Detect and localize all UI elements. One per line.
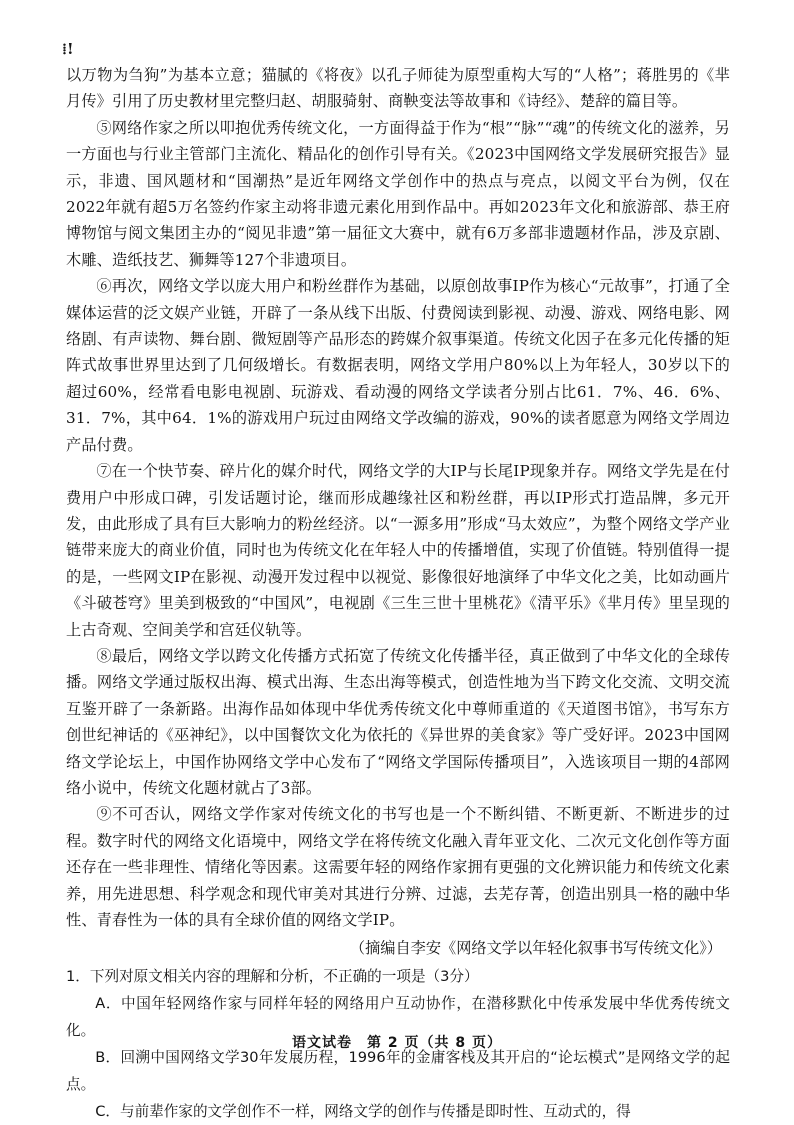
paragraph-6: ⑥再次，网络文学以庞大用户和粉丝群作为基础，以原创故事IP作为核心“元故事”，打通了全媒体运营的泛文娱产业链，开辟了一条从线下出版、付费阅读到影视、动漫、游戏、网络电影、网络剧、有声读物、舞台剧、微短剧等产品形态的跨媒介叙事渠道。传统文化因子在多元化传播的矩阵式故事世界里达到了几何级增长。有数据表明，网络文学用户80%以上为年轻人，30岁以下的超过60%，经常看电影电视剧、玩游戏、看动漫的网络文学读者分别占比61．7%、46．6%、31．7%，其中64．1%的游戏用户玩过由网络文学改编的游戏，90%的读者愿意为网络文学周边产品付费。 [66,277,730,454]
page-footer: 语文试卷 第 2 页（共 8 页） [292,1035,502,1051]
corner-mark: ⁞! [62,40,74,58]
question-1-option-b: B．回溯中国网络文学30年发展历程，1996年的金庸客栈及其开启的“论坛模式”是网络文学的起点。 [66,1049,730,1094]
question-1-stem: 1．下列对原文相关内容的理解和分析，不正确的一项是（3分） [66,967,479,985]
paragraph-9: ⑨不可否认，网络文学作家对传统文化的书写也是一个不断纠错、不断更新、不断进步的过程。数字时代的网络文化语境中，网络文学在将传统文化融入青年亚文化、二次元文化创作等方面还存在一些非理性、情绪化等因素。这需要年轻的网络作家拥有更强的文化辨识能力和传统文化素养，用先进思想、科学观念和现代审美对其进行分辨、过滤，去芜存菁，创造出别具一格的融中华性、青春性为一体的具有全球价值的网络文学IP。 [66,805,730,929]
source-citation: （摘编自李安《网络文学以年轻化叙事书写传统文化》） [349,939,722,958]
paragraph-8: ⑧最后，网络文学以跨文化传播方式拓宽了传统文化传播半径，真正做到了中华文化的全球传播。网络文学通过版权出海、模式出海、生态出海等模式，创造性地为当下跨文化交流、文明交流互鉴开辟了一条新路。出海作品如体现中华优秀传统文化中尊师重道的《天道图书馆》，书写东方创世纪神话的《巫神纪》，以中国餐饮文化为依托的《异世界的美食家》等广受好评。2023中国网络文学论坛上，中国作协网络文学中心发布了“网络文学国际传播项目”，入选该项目一期的4部网络小说中，传统文化题材就占了3部。 [66,646,730,797]
question-1-option-a: A．中国年轻网络作家与同样年轻的网络用户互动协作，在潜移默化中传承发展中华优秀传统文化。 [66,995,730,1040]
paragraph-5: ⑤网络作家之所以叩抱优秀传统文化，一方面得益于作为“根”“脉”“魂”的传统文化的滋养，另一方面也与行业主管部门主流化、精品化的创作引导有关。《2023中国网络文学发展研究报告》显示，非遗、国风题材和“国潮热”是近年网络文学创作中的热点与亮点，以阅文平台为例，仅在2022年就有超5万名签约作家主动将非遗元素化用到作品中。再如2023年文化和旅游部、恭王府博物馆与阅文集团主办的“阅见非遗”第一届征文大赛中，就有6万多部非遗题材作品，涉及京剧、木雕、造纸技艺、狮舞等127个非遗项目。 [66,118,730,269]
paragraph-7: ⑦在一个快节奏、碎片化的媒介时代，网络文学的大IP与长尾IP现象并存。网络文学先是在付费用户中形成口碑，引发话题讨论，继而形成趣缘社区和粉丝群，再以IP形式打造品牌，多元开发，由此形成了具有巨大影响力的粉丝经济。以“一源多用”形成“马太效应”，为整个网络文学产业链带来庞大的商业价值，同时也为传统文化在年轻人中的传播增值，实现了价值链。特别值得一提的是，一些网文IP在影视、动漫开发过程中以视觉、影像很好地演绎了中华文化之美，比如动画片《斗破苍穹》里美到极致的“中国风”，电视剧《三生三世十里桃花》《清平乐》《芈月传》里呈现的上古奇观、空间美学和宫廷仪轨等。 [66,462,730,639]
question-1-option-c: C．与前辈作家的文学创作不一样，网络文学的创作与传播是即时性、互动式的，得 [95,1103,631,1121]
paragraph-continued: 以万物为刍狗”为基本立意；猫腻的《将夜》以孔子师徒为原型重构大写的“人格”；蒋胜男的《芈月传》引用了历史教材里完整归赵、胡服骑射、商鞅变法等故事和《诗经》、楚辞的篇目等。 [66,66,730,111]
page-content [66,62,730,1125]
